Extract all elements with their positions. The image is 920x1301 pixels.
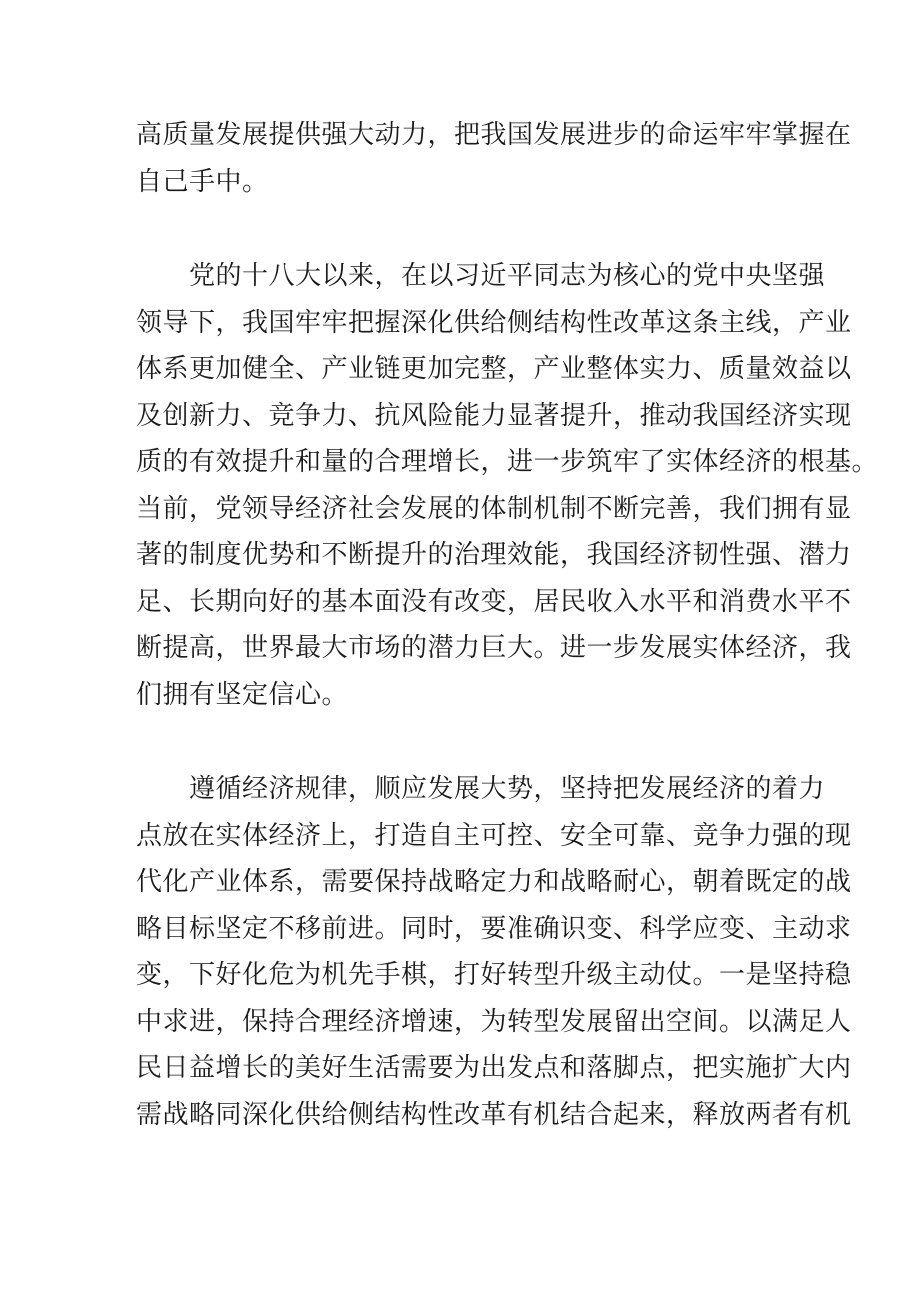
paragraph-line: 足、长期向好的基本面没有改变，居民收入水平和消费水平不 <box>136 586 852 617</box>
paragraph-1 <box>136 112 852 205</box>
paragraph-line: 质的有效提升和量的合理增长，进一步筑牢了实体经济的根基。 <box>136 447 879 477</box>
paragraph-line: 领导下，我国牢牢把握深化供给侧结构性改革这条主线，产业 <box>136 307 852 338</box>
paragraph-line: 体系更加健全、产业链更加完整，产业整体实力、质量效益以 <box>136 354 852 384</box>
paragraph-line: 自己手中。 <box>136 166 269 197</box>
paragraph-line: 及创新力、竞争力、抗风险能力显著提升，推动我国经济实现 <box>136 400 852 431</box>
paragraph-3 <box>136 766 852 1138</box>
paragraph-line: 需战略同深化供给侧结构性改革有机结合起来，释放两者有机 <box>136 1099 852 1130</box>
paragraph-line: 略目标坚定不移前进。同时，要准确识变、科学应变、主动求 <box>136 913 852 944</box>
paragraph-line: 著的制度优势和不断提升的治理效能，我国经济韧性强、潜力 <box>136 540 852 570</box>
paragraph-line: 党的十八大以来，在以习近平同志为核心的党中央坚强 <box>136 261 826 291</box>
paragraph-spacer <box>136 205 816 253</box>
paragraph-line: 点放在实体经济上，打造自主可控、安全可靠、竞争力强的现 <box>136 820 852 851</box>
paragraph-line: 遵循经济规律，顺应发展大势，坚持把发展经济的着力 <box>136 774 826 804</box>
paragraph-line: 中求进，保持合理经济增速，为转型发展留出空间。以满足人 <box>136 1006 852 1037</box>
paragraph-2 <box>136 253 879 718</box>
paragraph-line: 当前，党领导经济社会发展的体制机制不断完善，我们拥有显 <box>136 493 852 524</box>
paragraph-spacer <box>136 718 816 766</box>
paragraph-line: 变，下好化危为机先手棋，打好转型升级主动仗。一是坚持稳 <box>136 960 852 990</box>
paragraph-line: 高质量发展提供强大动力，把我国发展进步的命运牢牢掌握在 <box>136 120 852 150</box>
paragraph-line: 民日益增长的美好生活需要为出发点和落脚点，把实施扩大内 <box>136 1053 852 1083</box>
paragraph-line: 们拥有坚定信心。 <box>136 679 349 710</box>
document-body <box>136 112 879 1138</box>
paragraph-line: 断提高，世界最大市场的潜力巨大。进一步发展实体经济，我 <box>136 633 852 663</box>
paragraph-line: 代化产业体系，需要保持战略定力和战略耐心，朝着既定的战 <box>136 867 852 897</box>
